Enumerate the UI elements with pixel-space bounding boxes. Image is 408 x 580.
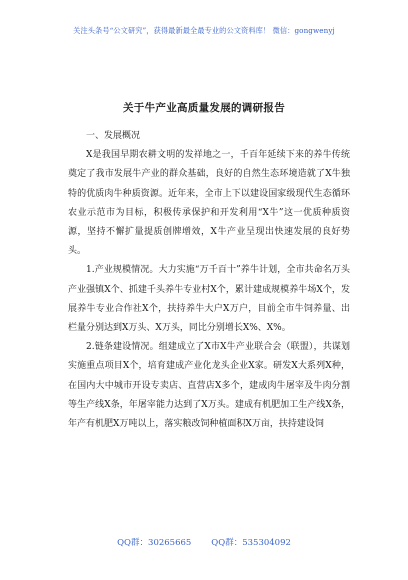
- paragraph-chain-construction: 2.链条建设情况。组建成立了X市X牛产业联合会（联盟），共谋划实施重点项目X个，培育建成产业化龙头企业X家。研发X大系列X种，在国内大中城市开设专卖店、直营店X多个，建成肉牛屠宰及牛肉分割等生产线X条，年屠宰能力达到了X万头。建成有机肥加工生产线X条，年产有机肥X万吨以上，落实粮改饲种植面积X万亩，扶持建设饲: [68, 342, 350, 430]
- header-banner: 关注头条号“公文研究”，获得最新最全最专业的公文资料库！ 微信：gongwenyj: [73, 26, 335, 35]
- footer-qq-group-1: QQ群：30265665: [117, 538, 192, 548]
- document-body: [68, 127, 350, 434]
- page-title: 关于牛产业高质量发展的调研报告: [123, 102, 285, 114]
- paragraph-industry-scale: 1.产业规模情况。大力实施“万千百十”养牛计划，全市共命名万头产业强镇X个、抓建千头养牛专业村X个，累计建成规模养牛场X个，发展养牛专业合作社X个，扶持养牛大户X万户，目前全市牛饲养量、出栏量分别达到X万头、X万头，同比分别增长X%、X%。: [68, 265, 350, 334]
- footer-qq-group-2: QQ群：535304092: [211, 538, 291, 548]
- section-heading: 一、发展概况: [86, 131, 141, 141]
- footer-contact: [0, 536, 408, 548]
- paragraph-overview: X是我国早期农耕文明的发祥地之一，千百年延续下来的养牛传统奠定了我市发展牛产业的群众基础，良好的自然生态环境造就了X牛独特的优质肉牛种质资源。近年来，全市上下以建设国家级现代生态循环农业示范市为目标，积极传承保护和开发利用“X牛”这一优质种质资源，坚持不懈扩量提质创牌增效，X牛产业呈现出快速发展的良好势头。: [68, 150, 350, 257]
